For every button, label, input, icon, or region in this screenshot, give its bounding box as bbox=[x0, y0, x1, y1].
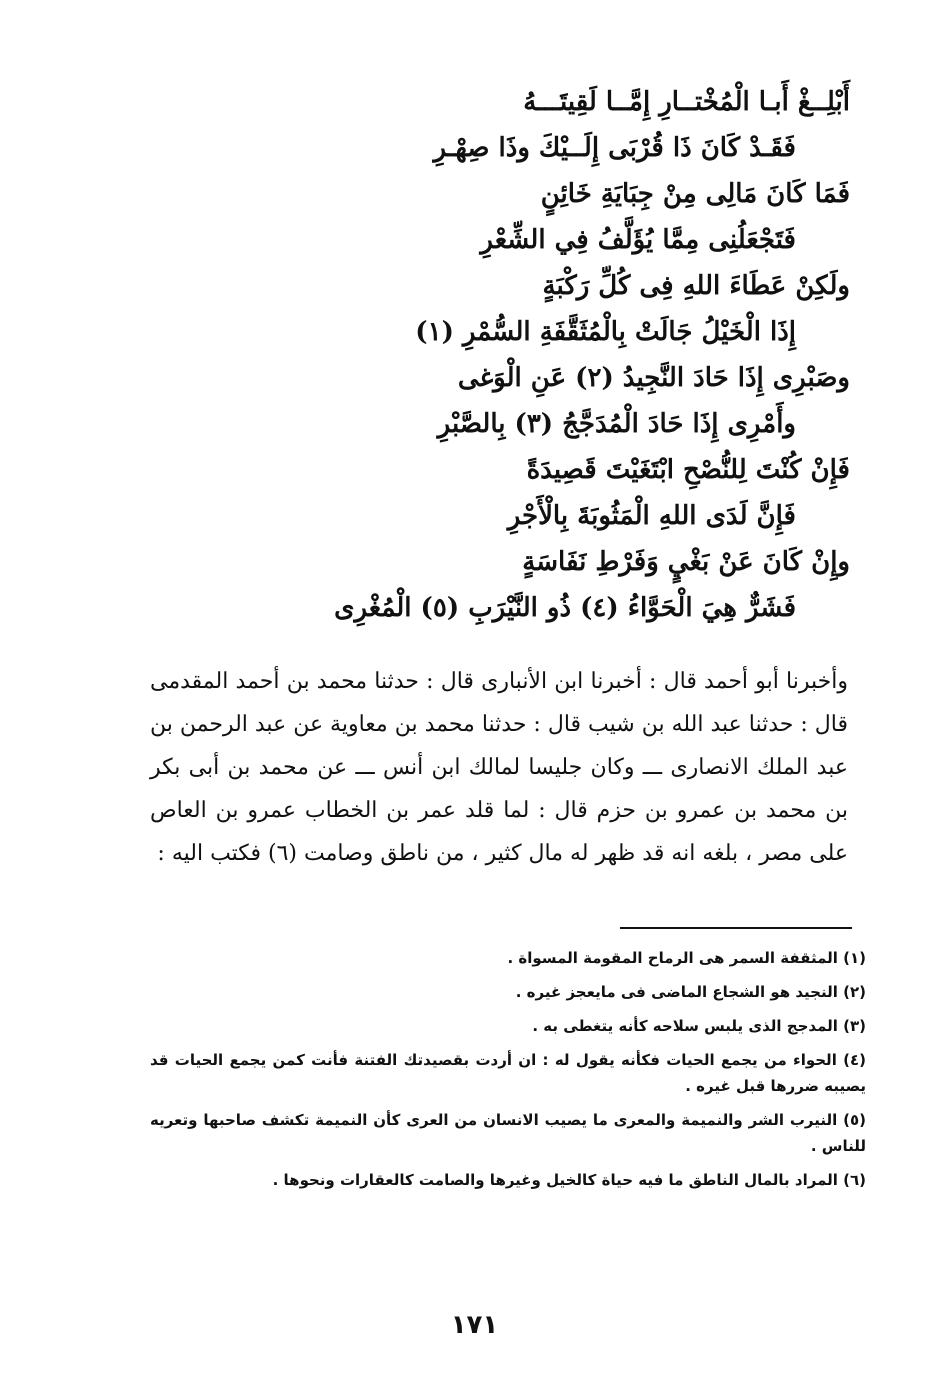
poem-line: وأَمْرِى إِذَا حَادَ الْمُدَجَّجُ (٣) بِالصَّبْرِ bbox=[437, 409, 796, 439]
footnote: (٥) النيرب الشر والنميمة والمعرى ما يصيب الانسان من العرى كأن النميمة تكشف صاحبها وتعريه للناس . bbox=[150, 1111, 866, 1155]
page-number: ١٧١ bbox=[450, 1310, 499, 1340]
poem-line: إِذَا الْخَيْلُ جَالَتْ بِالْمُثَقَّفَةِ السُّمْرِ (١) bbox=[415, 317, 796, 347]
footnote: (٦) المراد بالمال الناطق ما فيه حياة كالخيل وغيرها والصامت كالعقارات ونحوها . bbox=[272, 1171, 866, 1189]
footnote: (٢) النجيد هو الشجاع الماضى فى مايعجز غيره . bbox=[515, 983, 866, 1001]
footnote: (٣) المدجج الذى يلبس سلاحه كأنه يتغطى به . bbox=[532, 1017, 866, 1035]
footnote: (٤) الحواء من يجمع الحيات فكأنه يقول له : ان أردت بقصيدتك الفتنة فأنت كمن يجمع الحيات قد يصيبه ضررها قبل غيره . bbox=[150, 1051, 866, 1095]
footnotes bbox=[150, 945, 866, 1201]
poem-line: فَمَا كَانَ مَالِى مِنْ جِبَايَةِ خَائِنٍ bbox=[540, 179, 850, 209]
poem-line: ولَكِنْ عَطَاءَ اللهِ فِى كُلِّ رَكْبَةٍ bbox=[542, 271, 850, 301]
poem bbox=[150, 70, 850, 630]
poem-line: فَشَرٌّ هِيَ الْحَوَّاءُ (٤) ذُو النَّيْرَبِ (٥) الْمُغْرِى bbox=[334, 593, 796, 623]
poem-line: فَقَـدْ كَانَ ذَا قُرْبَى إِلَــيْكَ وذَا صِهْـرِ bbox=[433, 133, 796, 163]
poem-line: وصَبْرِى إِذَا حَادَ النَّجِيدُ (٢) عَنِ الْوَغى bbox=[457, 363, 850, 393]
prose-paragraph: وأخبرنا أبو أحمد قال : أخبرنا ابن الأنبارى قال : حدثنا محمد بن أحمد المقدمى قال : حدثنا عبد الله بن شيب قال : حدثنا محمد بن معاوية عن عبد الرحمن بن عبد الملك الانصارى ـــ وكان جليسا لمالك ابن أنس ـــ عن محمد بن أبى بكر بن محمد بن عمرو بن حزم قال : لما قلد عمر بن الخطاب عمرو بن العاص على مصر ، بلغه انه قد ظهر له مال كثير ، من ناطق وصامت (٦) فكتب اليه : bbox=[150, 669, 848, 866]
poem-line: وإِنْ كَانَ عَنْ بَغْيٍ وَفَرْطِ نَفَاسَةٍ bbox=[522, 547, 850, 577]
poem-line: فَتَجْعَلُنِى مِمَّا يُؤَلَّفُ فِي الشِّعْرِ bbox=[480, 225, 796, 255]
footnote-separator bbox=[620, 927, 852, 929]
footnote: (١) المثقفة السمر هى الرماح المقومة المسواة . bbox=[507, 949, 866, 967]
poem-line: فَإِنْ كُنْتَ لِلنُّصْحِ ابْتَغَيْتَ قَصِيدَةً bbox=[526, 455, 850, 485]
poem-line: أَبْلِــغْ أَبـا الْمُخْتــارِ إِمَّــا لَقِيتَـــهُ bbox=[523, 87, 850, 117]
poem-line: فَإِنَّ لَدَى اللهِ الْمَثُوبَةَ بِالْأَجْرِ bbox=[507, 501, 796, 531]
